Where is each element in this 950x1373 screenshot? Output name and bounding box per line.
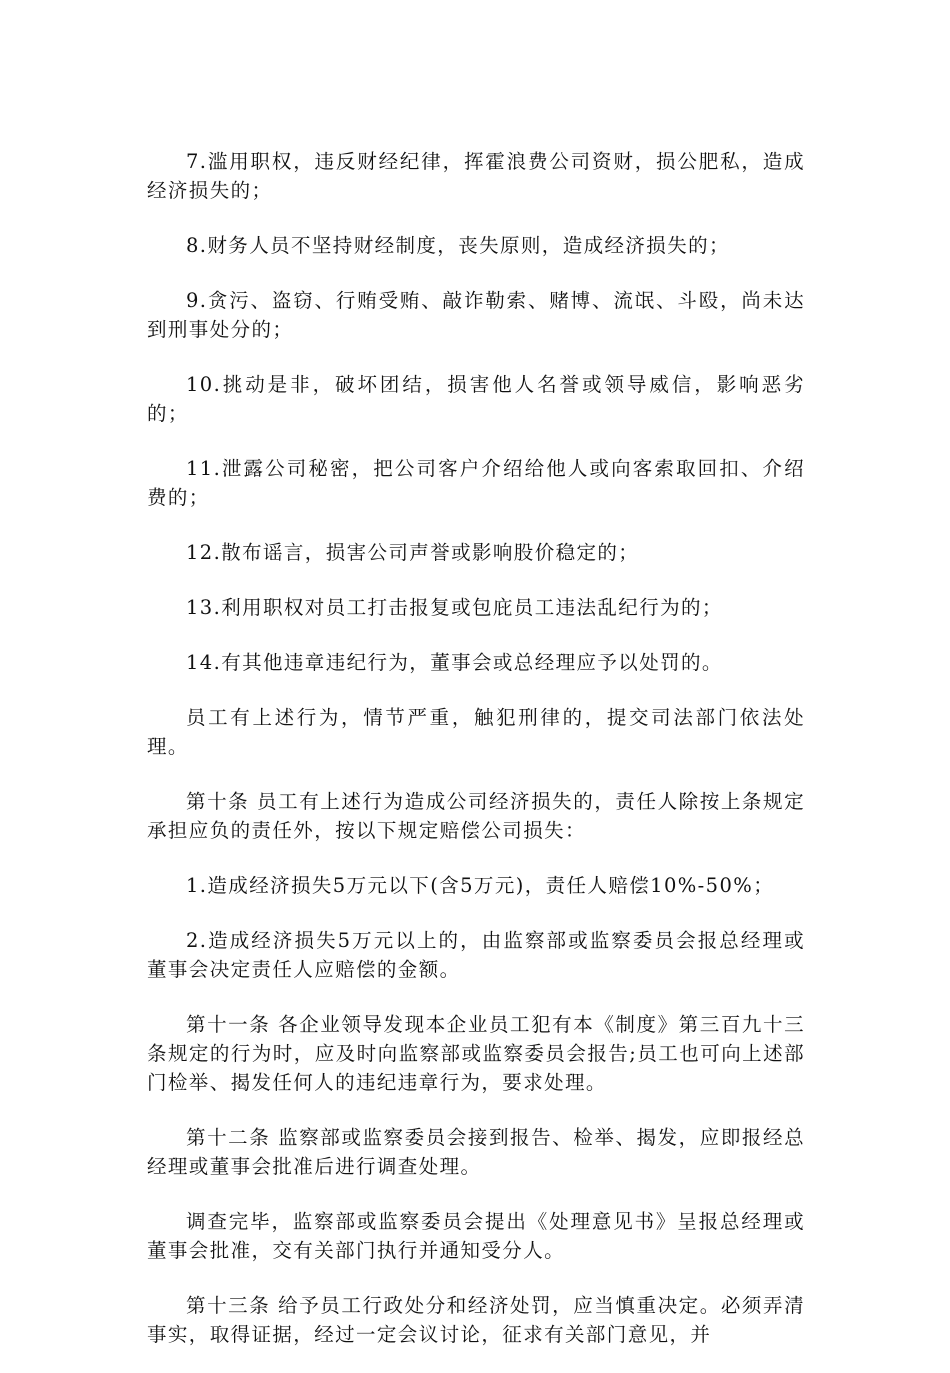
paragraph-item-7: 7.滥用职权，违反财经纪律，挥霍浪费公司资财，损公肥私，造成经济损失的； [147, 150, 805, 202]
paragraph-compensation-1: 1.造成经济损失5万元以下(含5万元)，责任人赔偿10%-50%； [186, 874, 775, 897]
paragraph-article-13: 第十三条 给予员工行政处分和经济处罚，应当慎重决定。必须弄清事实，取得证据，经过一定会议讨论，征求有关部门意见，并 [147, 1294, 805, 1346]
paragraph-item-11: 11.泄露公司秘密，把公司客户介绍给他人或向客索取回扣、介绍费的； [147, 457, 805, 509]
paragraph-article-11: 第十一条 各企业领导发现本企业员工犯有本《制度》第三百九十三条规定的行为时，应及时向监察部或监察委员会报告;员工也可向上述部门检举、揭发任何人的违纪违章行为，要求处理。 [147, 1013, 805, 1094]
paragraph-article-10: 第十条 员工有上述行为造成公司经济损失的，责任人除按上条规定承担应负的责任外，按以下规定赔偿公司损失： [147, 790, 805, 842]
paragraph-item-10: 10.挑动是非，破坏团结，损害他人名誉或领导威信，影响恶劣的； [147, 373, 805, 425]
paragraph-item-9: 9.贪污、盗窃、行贿受贿、敲诈勒索、赌博、流氓、斗殴，尚未达到刑事处分的； [147, 289, 805, 341]
document-body [147, 147, 805, 1373]
paragraph-investigation-result: 调查完毕，监察部或监察委员会提出《处理意见书》呈报总经理或董事会批准，交有关部门执行并通知受分人。 [147, 1210, 805, 1262]
paragraph-item-14: 14.有其他违章违纪行为，董事会或总经理应予以处罚的。 [186, 651, 723, 674]
paragraph-article-12: 第十二条 监察部或监察委员会接到报告、检举、揭发，应即报经总经理或董事会批准后进行调查处理。 [147, 1126, 805, 1178]
paragraph-item-8: 8.财务人员不坚持财经制度，丧失原则，造成经济损失的； [186, 234, 730, 257]
paragraph-item-13: 13.利用职权对员工打击报复或包庇员工违法乱纪行为的； [186, 596, 723, 619]
paragraph-criminal-referral: 员工有上述行为，情节严重，触犯刑律的，提交司法部门依法处理。 [147, 706, 805, 758]
paragraph-compensation-2: 2.造成经济损失5万元以上的，由监察部或监察委员会报总经理或董事会决定责任人应赔偿的金额。 [147, 929, 805, 981]
paragraph-item-12: 12.散布谣言，损害公司声誉或影响股价稳定的； [186, 541, 640, 564]
